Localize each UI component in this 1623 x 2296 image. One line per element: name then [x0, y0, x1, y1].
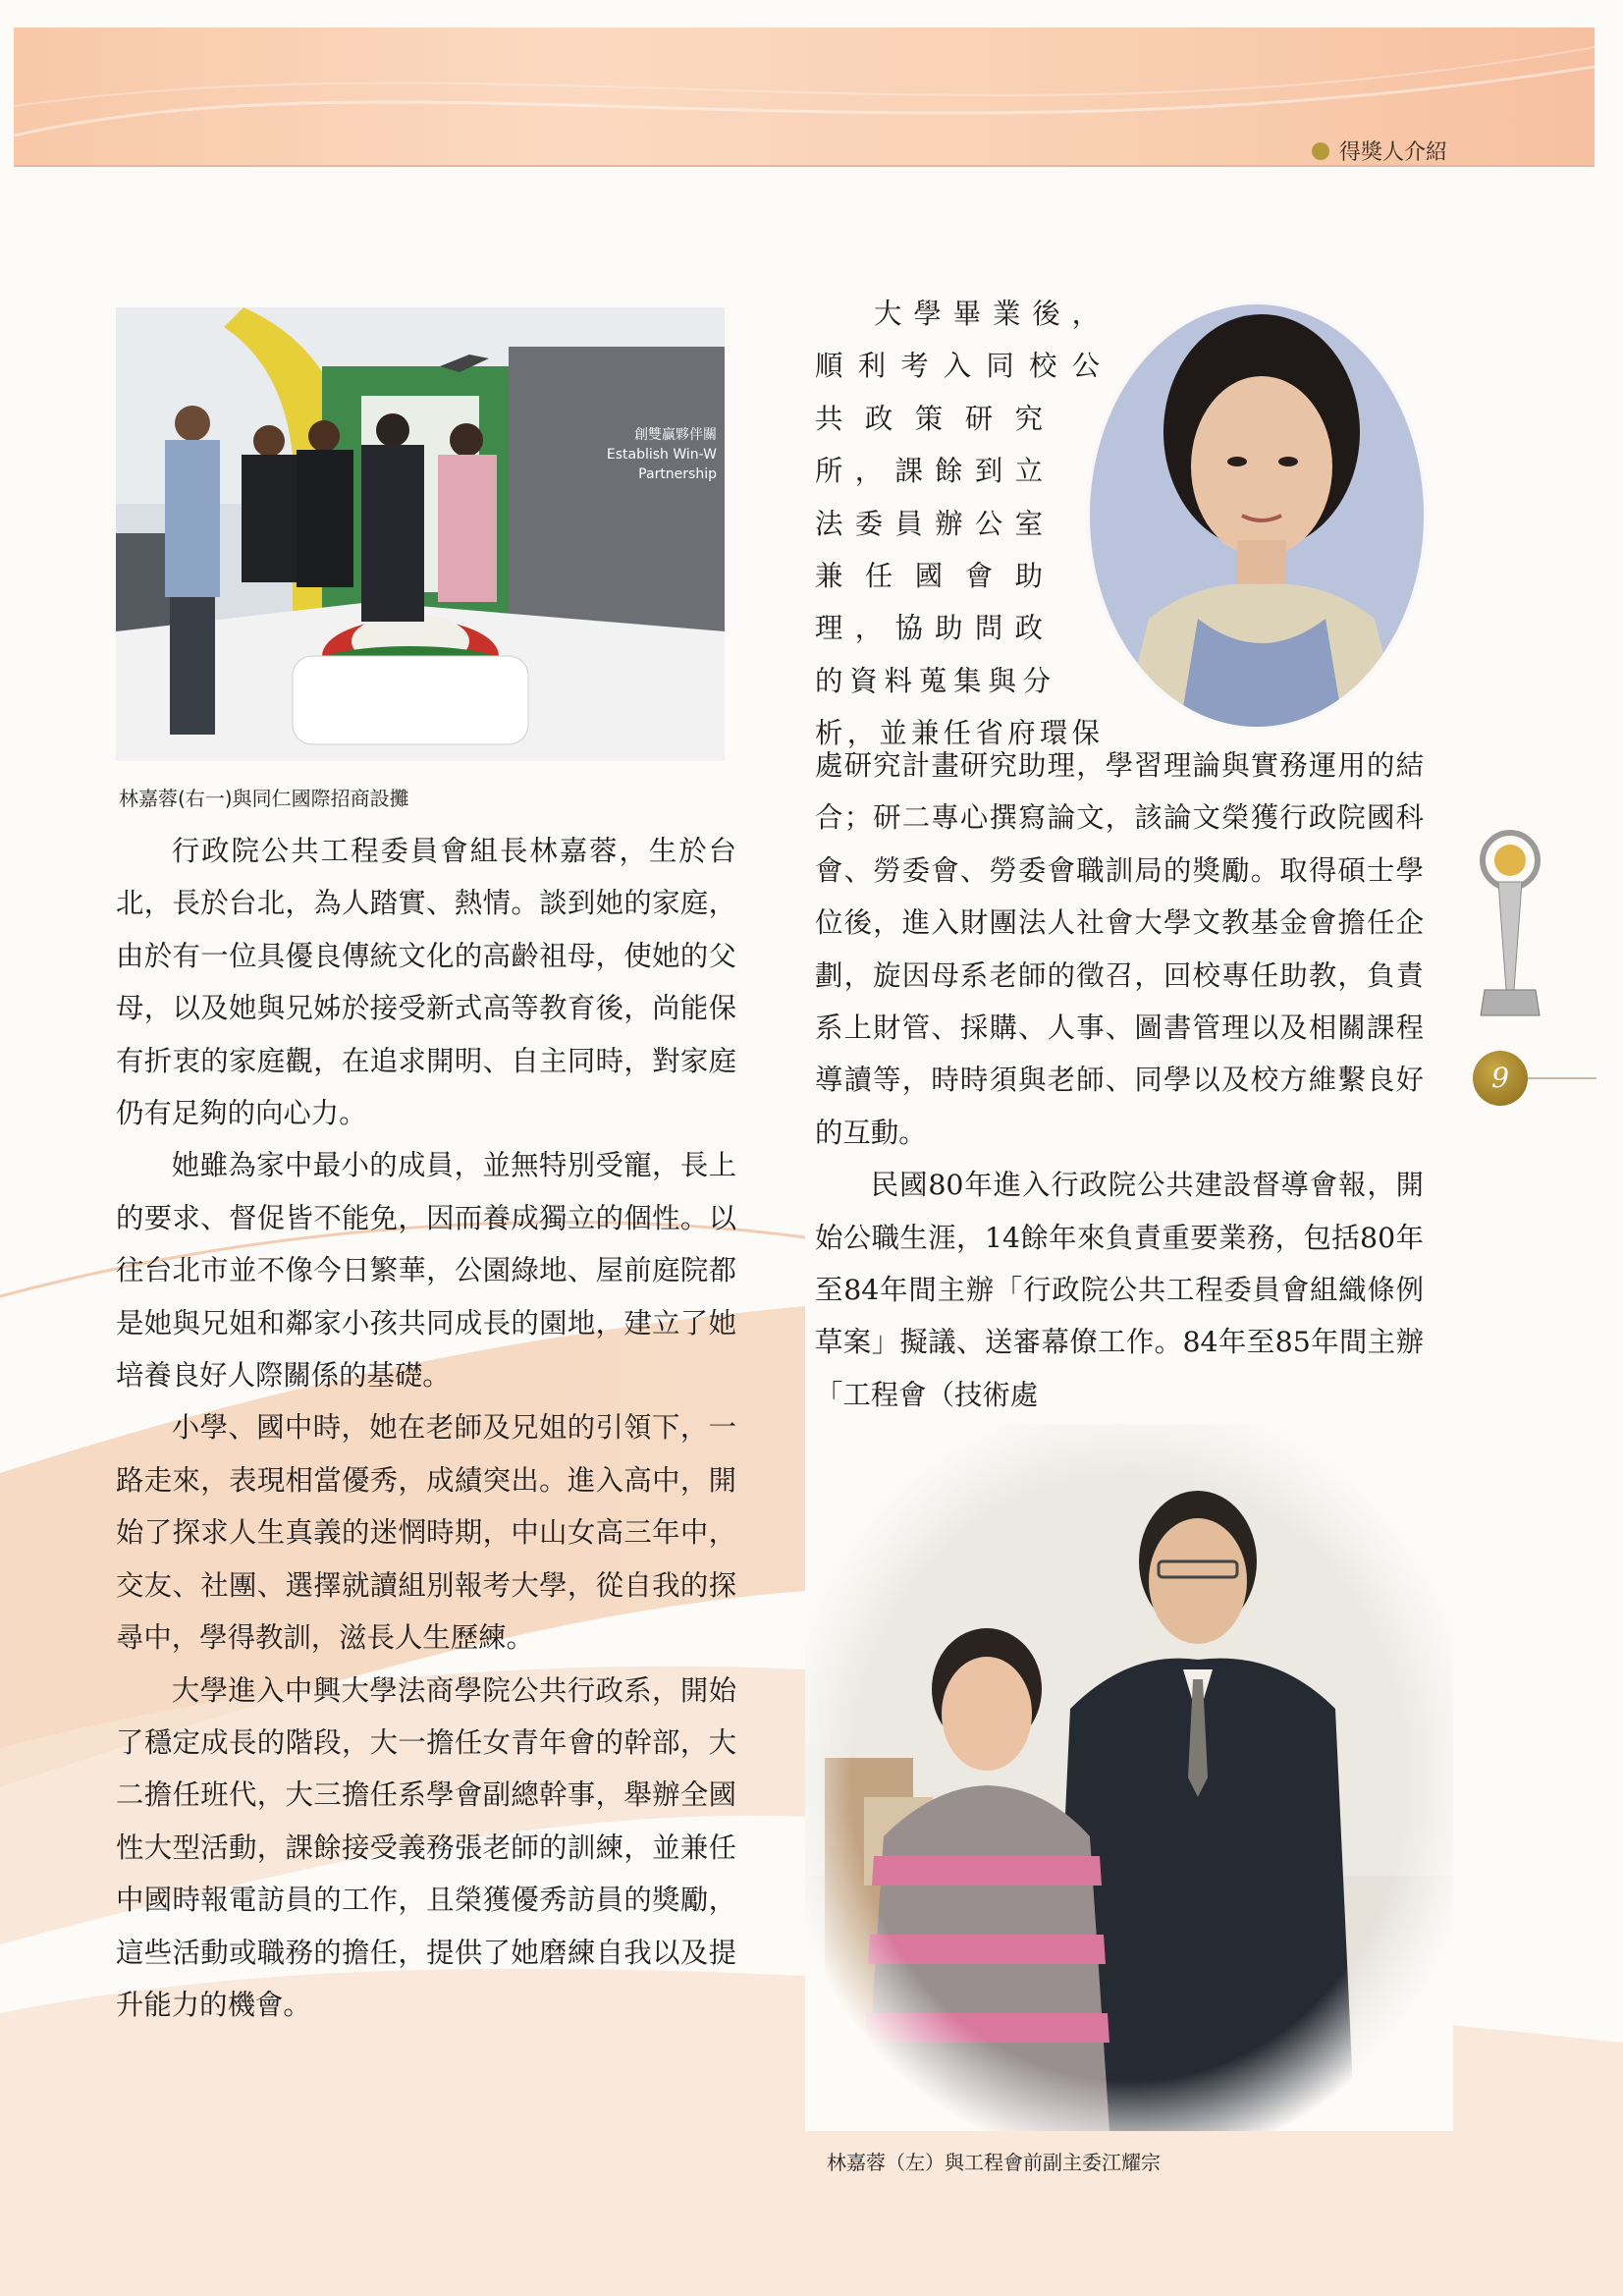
intro-line: 順利考入同校公	[815, 350, 1100, 383]
intro-line: 析，並兼任省府環保	[815, 717, 1100, 750]
paragraph: 民國80年進入行政院公共建設督導會報，開始公職生涯，14餘年來負責重要業務，包括80年至84年間主辦「行政院公共工程委員會組織條例草案」擬議、送審幕僚工作。84年至85年間主辦「工程會（技術處	[815, 1169, 1424, 1411]
intro-wrap-text	[815, 288, 1100, 760]
official-photo	[805, 1424, 1453, 2131]
intro-line: 法委員辦公室	[815, 507, 1043, 540]
booth-sign: 創雙贏夥伴關 Establish Win-W Partnership	[606, 427, 717, 482]
intro-line: 大學畢業後，	[874, 298, 1100, 330]
page-number-badge: 9	[1473, 1051, 1528, 1106]
portrait-photo	[1080, 295, 1434, 737]
right-column-text	[815, 739, 1424, 1421]
intro-line: 所，課餘到立	[815, 455, 1043, 488]
paragraph: 行政院公共工程委員會組長林嘉蓉，生於台北，長於台北，為人踏實、熱情。談到她的家庭，由於有一位具優良傳統文化的高齡祖母，使她的父母，以及她與兄姊於接受新式高等教育後，尚能保有折衷的家庭觀，在追求開明、自主同時，對家庭仍有足夠的向心力。	[116, 835, 736, 1130]
page-number-rule	[1528, 1077, 1596, 1079]
intro-line: 兼任國會助	[815, 559, 1043, 592]
section-tag	[1312, 136, 1447, 166]
intro-line: 理，協助問政	[815, 612, 1043, 645]
intro-line: 共政策研究	[815, 402, 1043, 435]
booth-photo	[116, 307, 725, 761]
left-column-text	[116, 825, 736, 2031]
booth-photo-caption: 林嘉蓉(右一)與同仁國際招商設攤	[119, 787, 409, 810]
section-label: 得獎人介紹	[1339, 140, 1448, 165]
paragraph: 處研究計畫研究助理，學習理論與實務運用的結合；研二專心撰寫論文，該論文榮獲行政院國科會、勞委會、勞委會職訓局的獎勵。取得碩士學位後，進入財團法人社會大學文教基金會擔任企劃，旋因母系老師的徵召，回校專任助教，負責系上財管、採購、人事、圖書管理以及相關課程導讀等，時時須與老師、同學以及校方維繫良好的互動。	[815, 749, 1424, 1149]
official-photo-caption: 林嘉蓉（左）與工程會前副主委江耀宗	[827, 2151, 1161, 2174]
bullet-dot-icon	[1312, 142, 1329, 160]
paragraph: 小學、國中時，她在老師及兄姐的引領下，一路走來，表現相當優秀，成績突出。進入高中，開始了探求人生真義的迷惘時期，中山女高三年中，交友、社團、選擇就讀組別報考大學，從自我的探尋中，學得教訓，滋長人生歷練。	[116, 1411, 736, 1655]
paragraph: 她雖為家中最小的成員，並無特別受寵，長上的要求、督促皆不能免，因而養成獨立的個性。以往台北市並不像今日繁華，公園綠地、屋前庭院都是她與兄姐和鄰家小孩共同成長的園地，建立了她培養良好人際關係的基礎。	[116, 1149, 736, 1393]
paragraph: 大學進入中興大學法商學院公共行政系，開始了穩定成長的階段，大一擔任女青年會的幹部，大二擔任班代，大三擔任系學會副總幹事，舉辦全國性大型活動，課餘接受義務張老師的訓練，並兼任中國時報電訪員的工作，且榮獲優秀訪員的獎勵，這些活動或職務的擔任，提供了她磨練自我以及提升能力的機會。	[116, 1673, 736, 2021]
trophy-icon	[1471, 823, 1549, 1019]
intro-line: 的資料蒐集與分	[815, 664, 1051, 697]
